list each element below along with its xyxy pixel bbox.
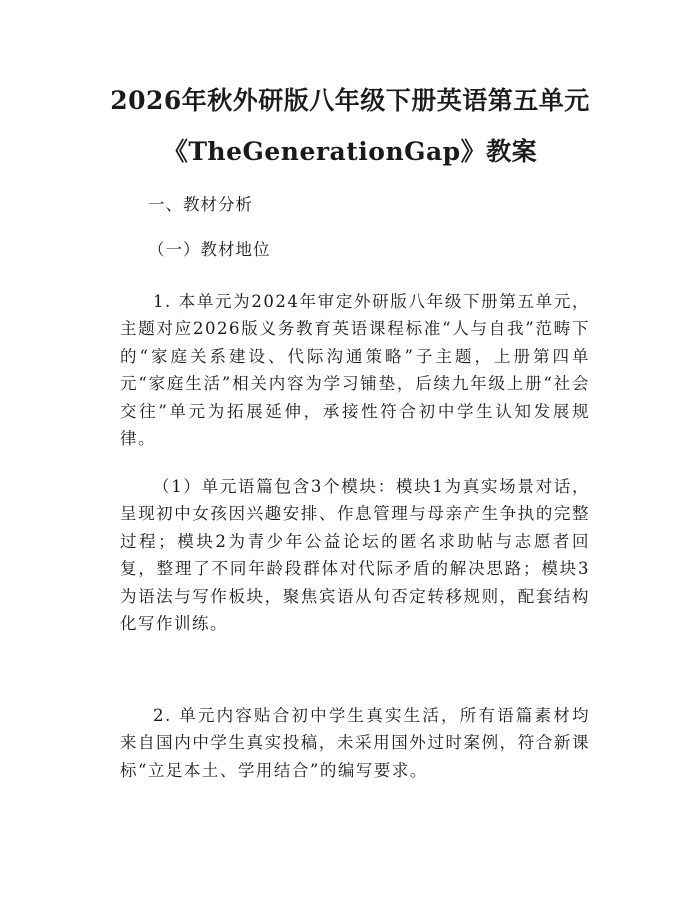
subsection-heading: （一）教材地位 xyxy=(148,240,271,259)
paragraph-unit-position: 1. 本单元为2024年审定外研版八年级下册第五单元，主题对应2026版义务教育英语课程标准“人与自我”范畴下的“家庭关系建设、代际沟通策略”子主题，上册第四单元“家庭生活”相关内容为学习铺垫，后续九年级上册“社会交往”单元为拓展延伸，承接性符合初中学生认知发展规律。 xyxy=(120,292,590,449)
section-heading: 一、教材分析 xyxy=(148,195,253,214)
paragraph-unit-content: 2. 单元内容贴合初中学生真实生活，所有语篇素材均来自国内中学生真实投稿，未采用国外过时案例，符合新课标“立足本土、学用结合”的编写要求。 xyxy=(120,706,590,780)
document-title-line2: 《TheGenerationGap》教案 xyxy=(162,137,538,166)
document-title-line1: 2026年秋外研版八年级下册英语第五单元 xyxy=(110,86,590,115)
paragraph-unit-modules: （1）单元语篇包含3个模块：模块1为真实场景对话，呈现初中女孩因兴趣安排、作息管理与母亲产生争执的完整过程；模块2为青少年公益论坛的匿名求助帖与志愿者回复，整理了不同年龄段群体对代际矛盾的解决思路；模块3为语法与写作板块，聚焦宾语从句否定转移规则，配套结构化写作训练。 xyxy=(120,477,590,634)
